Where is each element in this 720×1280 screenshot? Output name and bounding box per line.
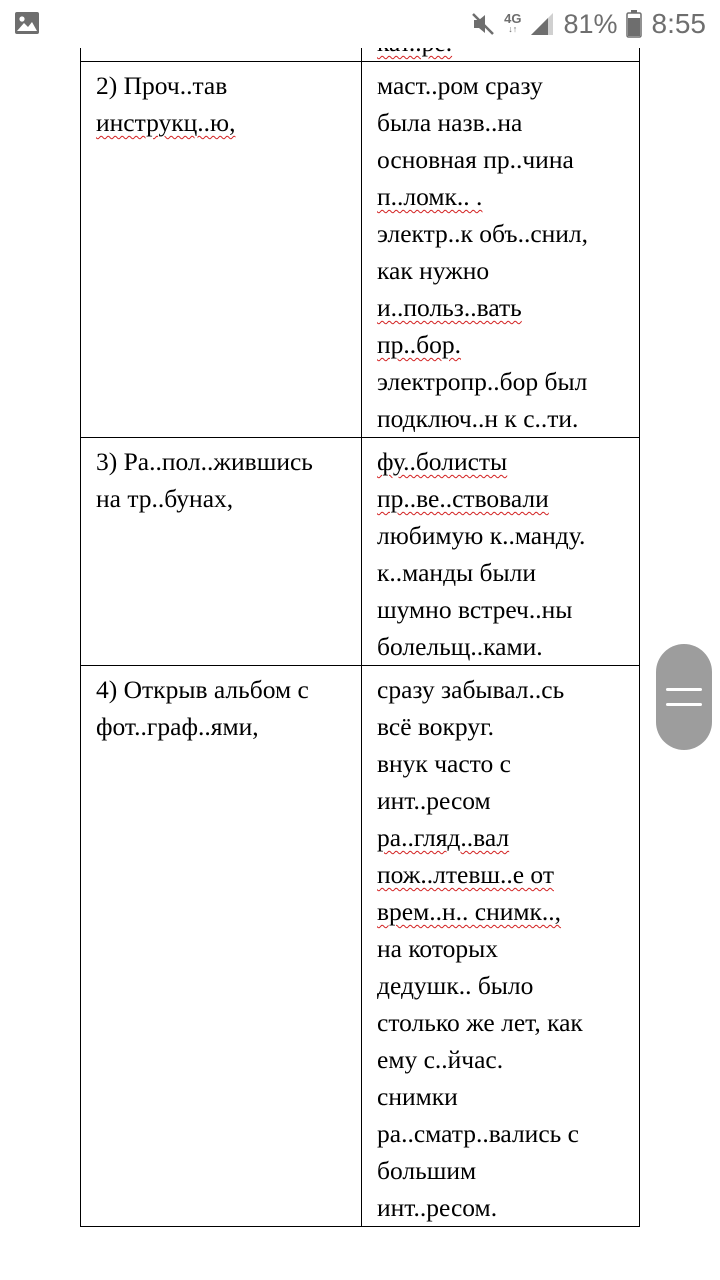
exercise-table	[80, 0, 640, 1227]
table-cell-right	[362, 666, 640, 1227]
cell-line: столько же лет, как	[377, 1008, 583, 1037]
fast-scroll-handle[interactable]	[656, 644, 712, 750]
cell-line: была назв..на	[377, 108, 523, 137]
signal-icon	[529, 11, 555, 37]
cell-line: пр..бор.	[377, 330, 461, 359]
cell-line: ему с..йчас.	[377, 1045, 504, 1074]
cell-line: как нужно	[377, 256, 490, 285]
cell-line: снимки	[377, 1082, 458, 1111]
table-cell-right	[362, 62, 640, 438]
table-row	[81, 438, 640, 666]
cell-text: 2) Проч..тав	[96, 71, 228, 100]
table-row	[81, 666, 640, 1227]
cell-line: пр..ве..ствовали	[377, 484, 549, 513]
cell-line: инт..ресом.	[377, 1193, 498, 1222]
cell-line: 4) Открыв альбом с	[96, 675, 309, 704]
network-arrows: ↓↑	[508, 24, 518, 34]
cell-line: любимую к..манду.	[377, 521, 586, 550]
cell-line: сразу забывал..сь	[377, 675, 565, 704]
cell-line: на которых	[377, 934, 499, 963]
scroll-grip-line	[666, 688, 702, 691]
cell-line: электропр..бор был	[377, 367, 588, 396]
cell-line: подключ..н к с..ти.	[377, 404, 579, 433]
network-type-label: 4G	[504, 11, 522, 26]
scroll-grip-line	[666, 703, 702, 706]
cell-line: электр..к объ..снил,	[377, 219, 589, 248]
cell-line: врем..н.. снимк..,	[377, 897, 562, 926]
cell-line: дедушк.. было	[377, 971, 534, 1000]
cell-line: п..ломк.. .	[377, 182, 483, 211]
cell-line	[96, 67, 351, 104]
cell-line: инт..ресом	[377, 786, 491, 815]
cell-line: внук часто с	[377, 749, 511, 778]
cell-line: пож..лтевш..е от	[377, 860, 554, 889]
cell-line: болельщ..ками.	[377, 632, 543, 661]
cell-line: основная пр..чина	[377, 145, 574, 174]
cell-line: большим	[377, 1156, 477, 1185]
table-cell-left	[81, 438, 362, 666]
cell-line: ра..гляд..вал	[377, 823, 510, 852]
table-cell-left	[81, 62, 362, 438]
cell-line: к..манды были	[377, 558, 537, 587]
table-cell-left	[81, 666, 362, 1227]
clock: 8:55	[651, 8, 706, 39]
cell-line: всё вокруг.	[377, 712, 495, 741]
mute-icon	[470, 11, 496, 37]
cell-line: фот..граф..ями,	[96, 712, 259, 741]
table-cell-right	[362, 438, 640, 666]
cell-line: фу..болисты	[377, 447, 508, 476]
cell-line: инструкц..ю,	[96, 108, 236, 137]
cell-line: и..польз..вать	[377, 293, 522, 322]
battery-icon	[626, 10, 642, 38]
battery-percent: 81%	[563, 8, 618, 39]
table-row	[81, 62, 640, 438]
cell-line: маст..ром сразу	[377, 71, 543, 100]
network-type-indicator	[504, 13, 521, 35]
cell-line: на тр..бунах,	[96, 484, 234, 513]
cell-line: 3) Ра..пол..жившись	[96, 447, 313, 476]
status-bar	[0, 0, 720, 48]
image-icon	[14, 11, 40, 40]
cell-line: ра..сматр..вались с	[377, 1119, 579, 1148]
cell-line: шумно встреч..ны	[377, 595, 573, 624]
